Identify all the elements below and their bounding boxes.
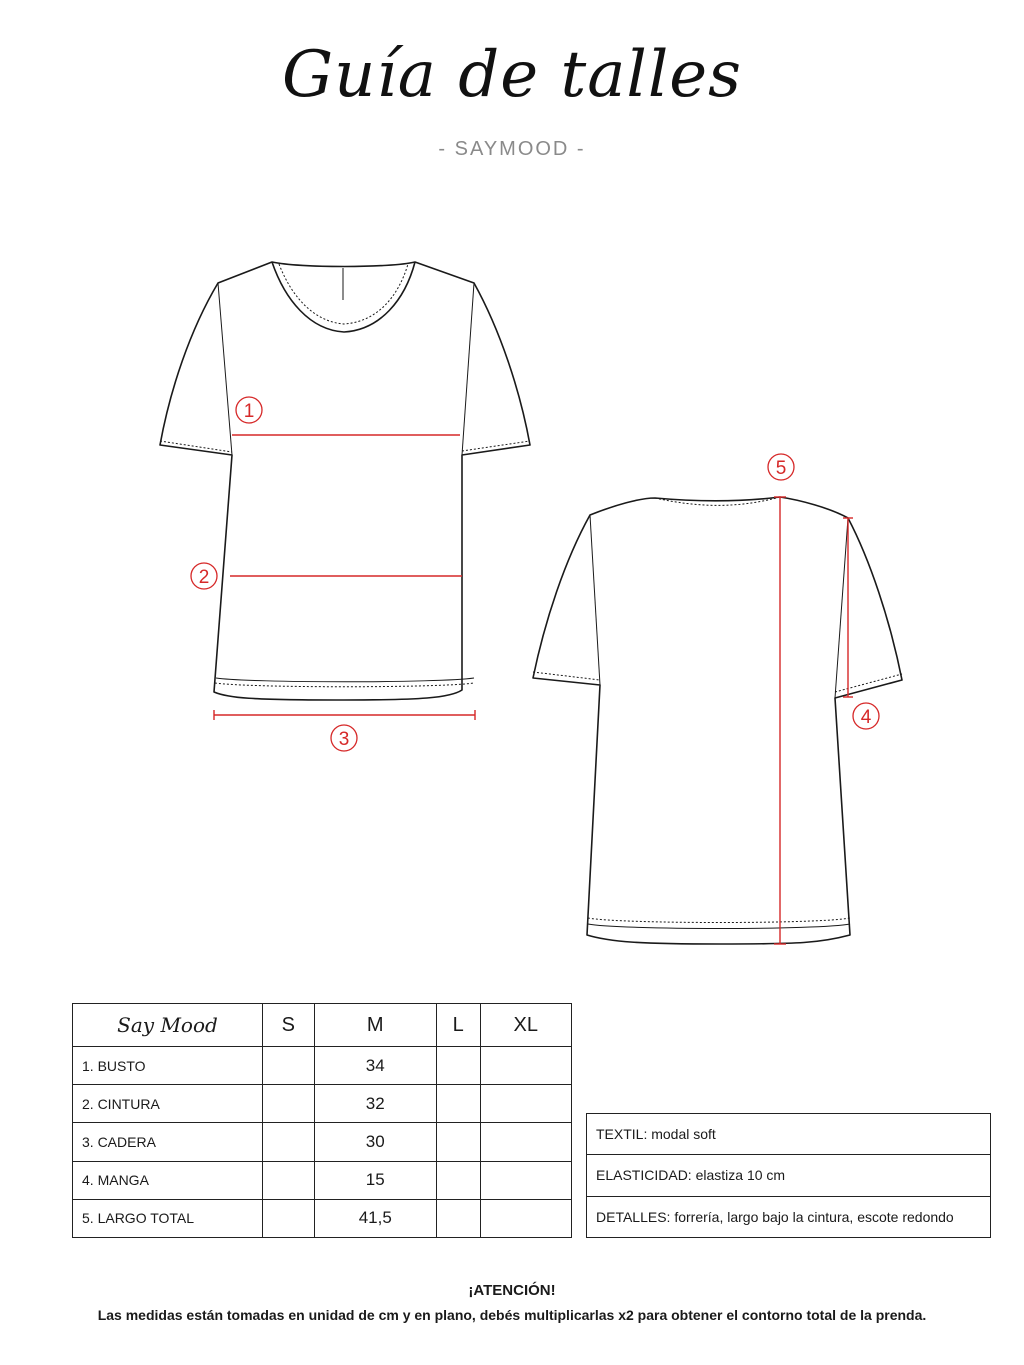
table-row <box>73 1123 572 1161</box>
table-cell <box>263 1085 315 1123</box>
col-header-xl: XL <box>480 1004 571 1047</box>
col-header-m: M <box>314 1004 436 1047</box>
table-cell: 32 <box>314 1085 436 1123</box>
table-cell: 30 <box>314 1123 436 1161</box>
table-cell <box>480 1123 571 1161</box>
svg-text:3: 3 <box>338 729 350 750</box>
elasticity-text: ELASTICIDAD: elastiza 10 cm <box>587 1155 991 1196</box>
row-label: 4. MANGA <box>73 1161 263 1199</box>
svg-text:4: 4 <box>860 707 872 728</box>
table-cell <box>436 1085 480 1123</box>
row-label: 5. LARGO TOTAL <box>73 1199 263 1237</box>
table-cell <box>263 1199 315 1237</box>
notice-text: Las medidas están tomadas en unidad de cm y en plano, debés multiplicarlas x2 para obtener el contorno total de la prenda. <box>97 1307 927 1323</box>
brand-signature: Say Mood <box>73 1004 263 1047</box>
measurement-lines <box>214 435 853 944</box>
size-table <box>72 1003 572 1238</box>
table-row <box>587 1114 991 1155</box>
fabric-info-table <box>586 1113 991 1238</box>
table-cell <box>263 1047 315 1085</box>
marker-3 <box>331 725 357 751</box>
svg-text:1: 1 <box>243 401 255 422</box>
table-cell <box>480 1085 571 1123</box>
table-row <box>73 1085 572 1123</box>
svg-text:5: 5 <box>775 458 787 479</box>
table-cell <box>436 1161 480 1199</box>
table-cell <box>480 1161 571 1199</box>
notice-title: ¡ATENCIÓN! <box>468 1282 556 1299</box>
marker-5 <box>768 454 794 480</box>
table-cell <box>480 1047 571 1085</box>
table-row <box>587 1196 991 1237</box>
table-cell: 41,5 <box>314 1199 436 1237</box>
table-row <box>73 1161 572 1199</box>
brand-subtitle: - SAYMOOD - <box>438 138 586 160</box>
table-cell: 34 <box>314 1047 436 1085</box>
table-cell <box>263 1161 315 1199</box>
back-tshirt <box>533 497 902 944</box>
table-cell <box>480 1199 571 1237</box>
size-table-header <box>73 1004 572 1047</box>
marker-2 <box>191 563 217 589</box>
row-label: 2. CINTURA <box>73 1085 263 1123</box>
col-header-l: L <box>436 1004 480 1047</box>
details-text: DETALLES: forrería, largo bajo la cintura, escote redondo <box>587 1196 991 1237</box>
table-cell <box>263 1123 315 1161</box>
table-cell <box>436 1199 480 1237</box>
col-header-s: S <box>263 1004 315 1047</box>
fabric-text: TEXTIL: modal soft <box>587 1114 991 1155</box>
svg-text:2: 2 <box>198 567 210 588</box>
table-cell <box>436 1047 480 1085</box>
table-row <box>587 1155 991 1196</box>
front-tshirt <box>160 262 530 700</box>
table-row <box>73 1047 572 1085</box>
marker-4 <box>853 703 879 729</box>
page-title: Guía de talles <box>281 38 743 112</box>
table-row <box>73 1199 572 1237</box>
marker-1 <box>236 397 262 423</box>
table-cell: 15 <box>314 1161 436 1199</box>
row-label: 1. BUSTO <box>73 1047 263 1085</box>
row-label: 3. CADERA <box>73 1123 263 1161</box>
table-cell <box>436 1123 480 1161</box>
